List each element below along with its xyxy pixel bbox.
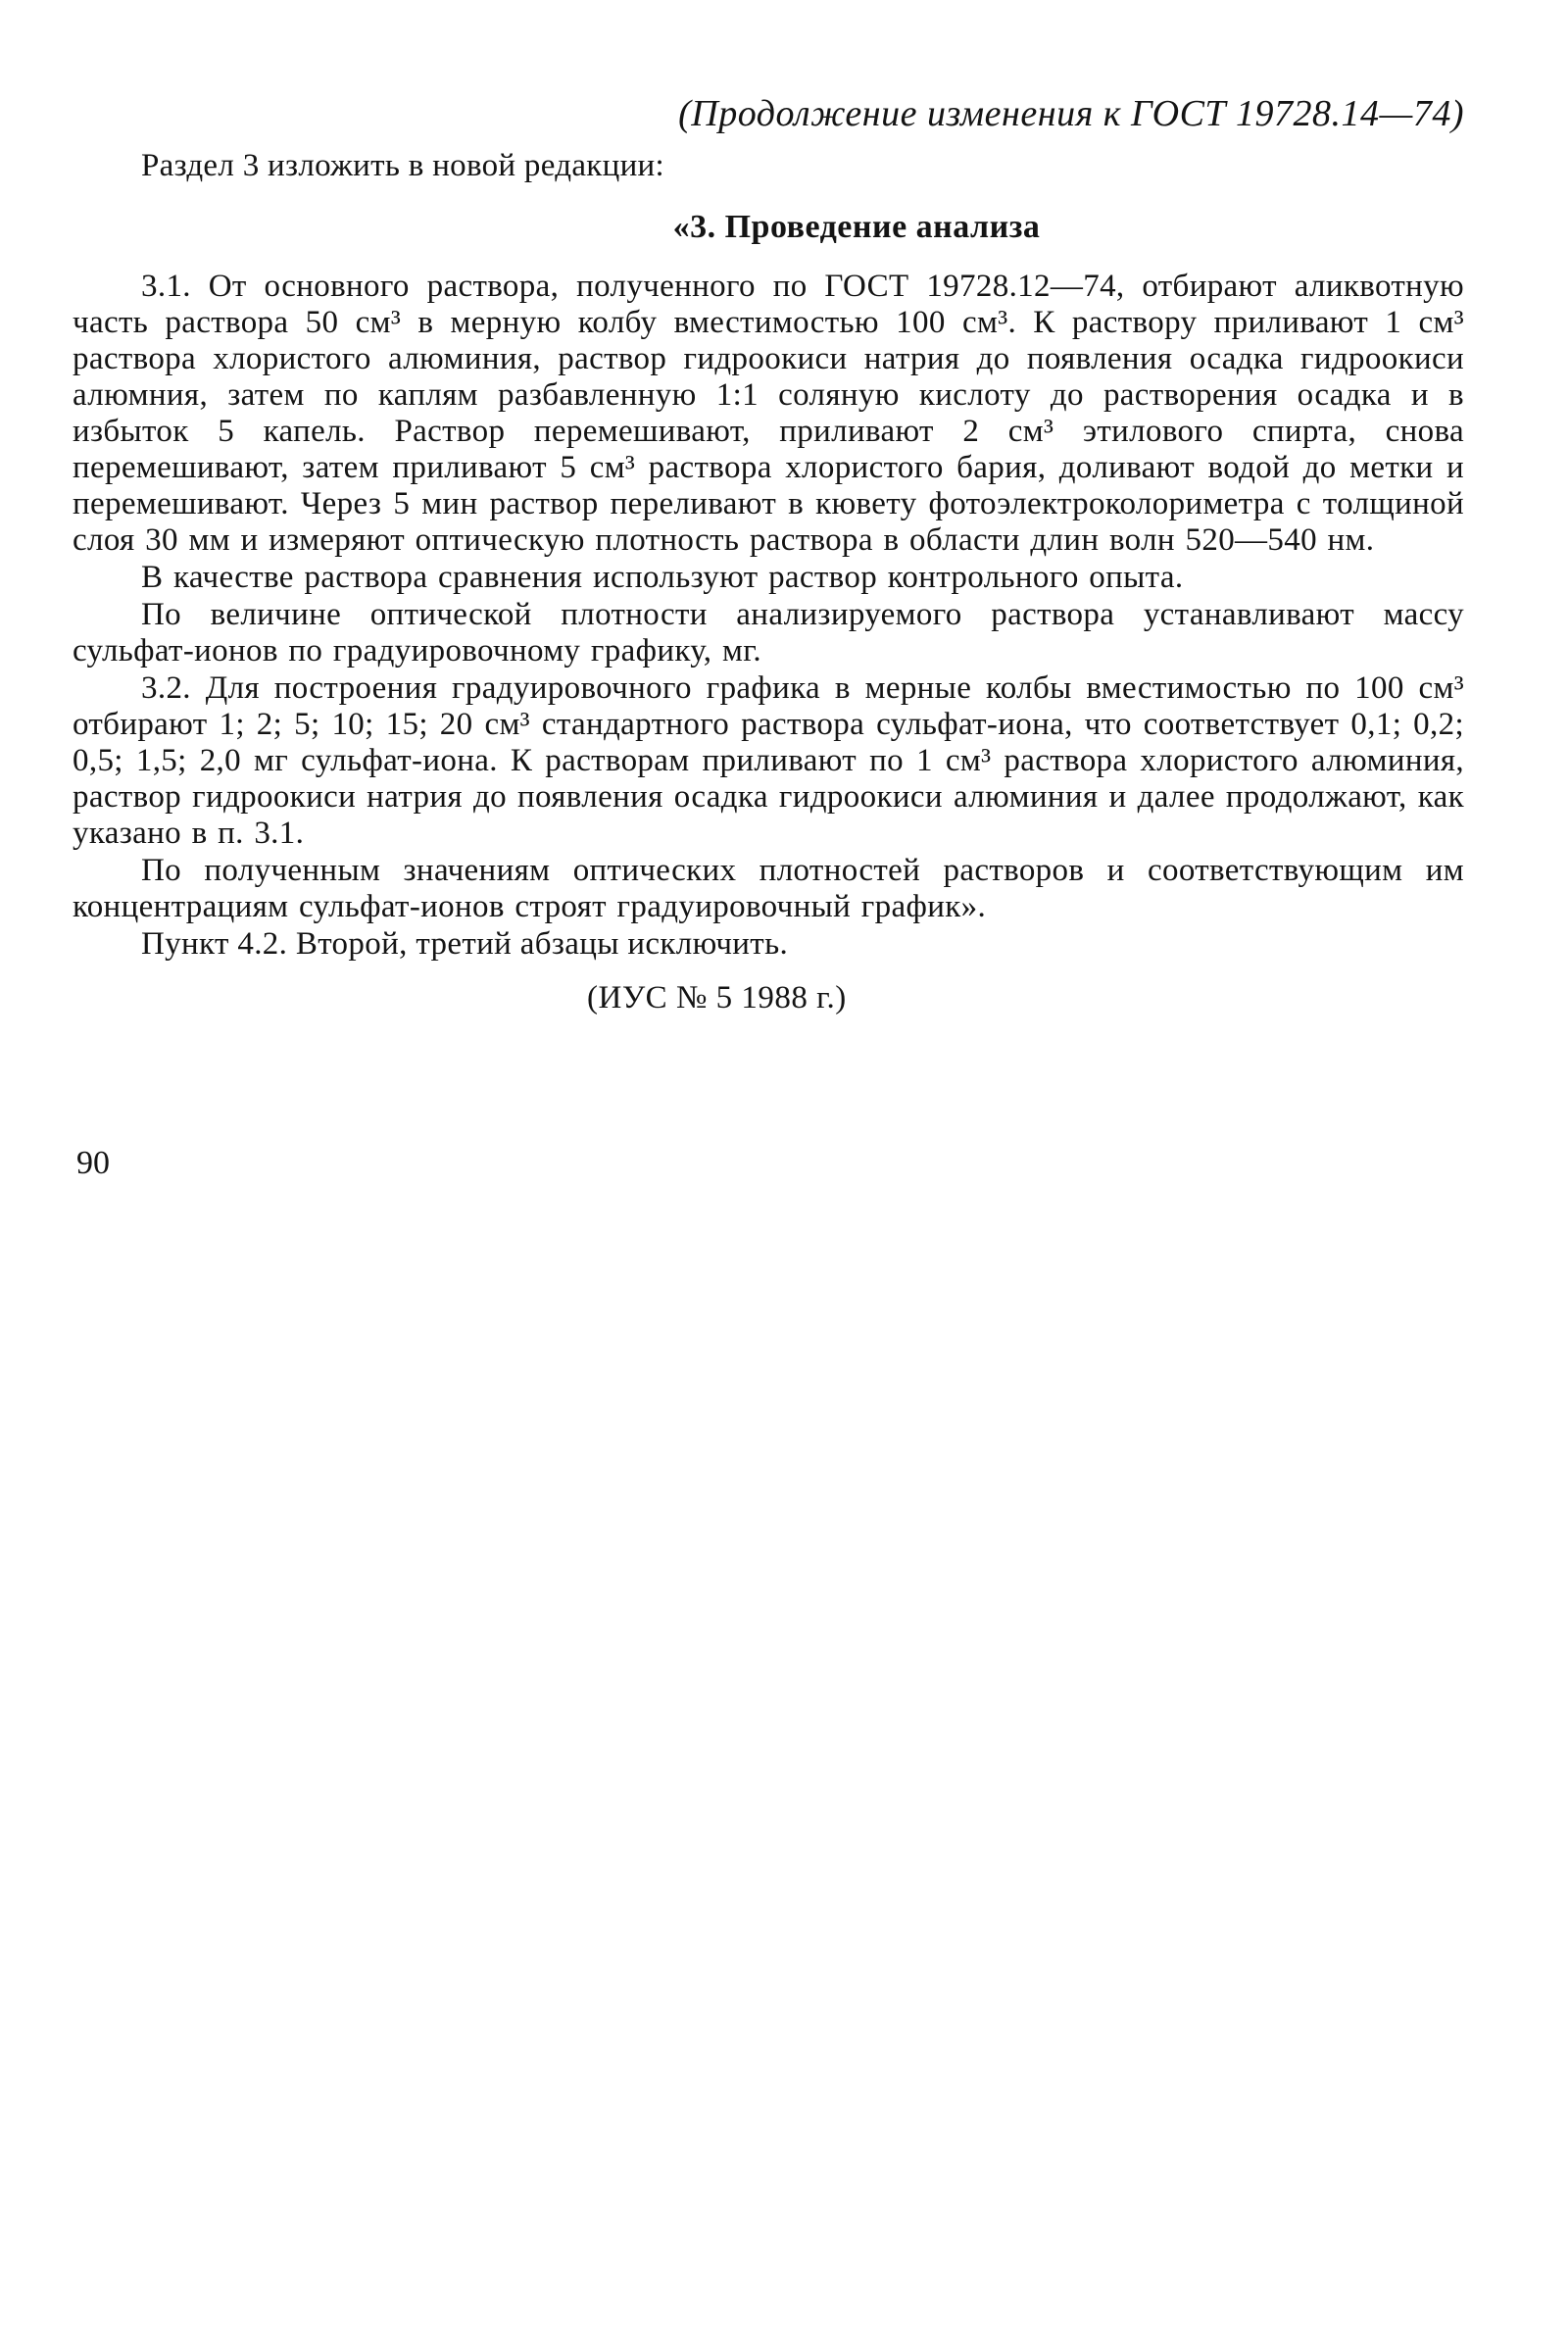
paragraph-optical-density: По величине оптической плотности анализируемого раствора устанавливают массу сульфат-ионов по градуировочному графику, мг. bbox=[73, 597, 1464, 668]
paragraph-comparison-solution: В качестве раствора сравнения используют раствор контрольного опыта. bbox=[141, 560, 1184, 595]
section-title: «3. Проведение анализа bbox=[672, 209, 1041, 245]
intro-line: Раздел 3 изложить в новой редакции: bbox=[141, 148, 664, 183]
point-4-2: Пункт 4.2. Второй, третий абзацы исключить. bbox=[141, 926, 789, 962]
source-reference: (ИУС № 5 1988 г.) bbox=[587, 980, 847, 1015]
paragraph-3-1: 3.1. От основного раствора, полученного по ГОСТ 19728.12—74, отбирают аликвотную часть раствора 50 см³ в мерную колбу вместимостью 100 см³. К раствору приливают 1 см³ раствора хлористого алюминия, раствор гидроокиси натрия до появления осадка гидроокиси алюмния, затем по каплям разбавленную 1:1 соляную кислоту до растворения осадка и в избыток 5 капель. Раствор перемешивают, приливают 2 см³ этилового спирта, снова перемешивают, затем приливают 5 см³ раствора хлористого бария, доливают водой до метки и перемешивают. Через 5 мин раствор переливают в кювету фотоэлектроколориметра с толщиной слоя 30 мм и измеряют оптическую плотность раствора в области длин волн 520—540 нм. bbox=[73, 269, 1464, 558]
page-number: 90 bbox=[76, 1145, 110, 1181]
document-page bbox=[73, 90, 1464, 1017]
paragraph-3-2: 3.2. Для построения градуировочного графика в мерные колбы вместимостью по 100 см³ отбирают 1; 2; 5; 10; 15; 20 см³ стандартного раствора сульфат-иона, что соответствует 0,1; 0,2; 0,5; 1,5; 2,0 мг сульфат-иона. К растворам приливают по 1 см³ раствора хлористого алюминия, раствор гидроокиси натрия до появления осадка гидроокиси алюминия и далее продолжают, как указано в п. 3.1. bbox=[73, 670, 1464, 851]
paragraph-calibration-graph: По полученным значениям оптических плотностей растворов и соответствующим им концентрациям сульфат-ионов строят градуировочный график». bbox=[73, 853, 1464, 924]
header-reference: (Продолжение изменения к ГОСТ 19728.14—74) bbox=[678, 93, 1464, 134]
